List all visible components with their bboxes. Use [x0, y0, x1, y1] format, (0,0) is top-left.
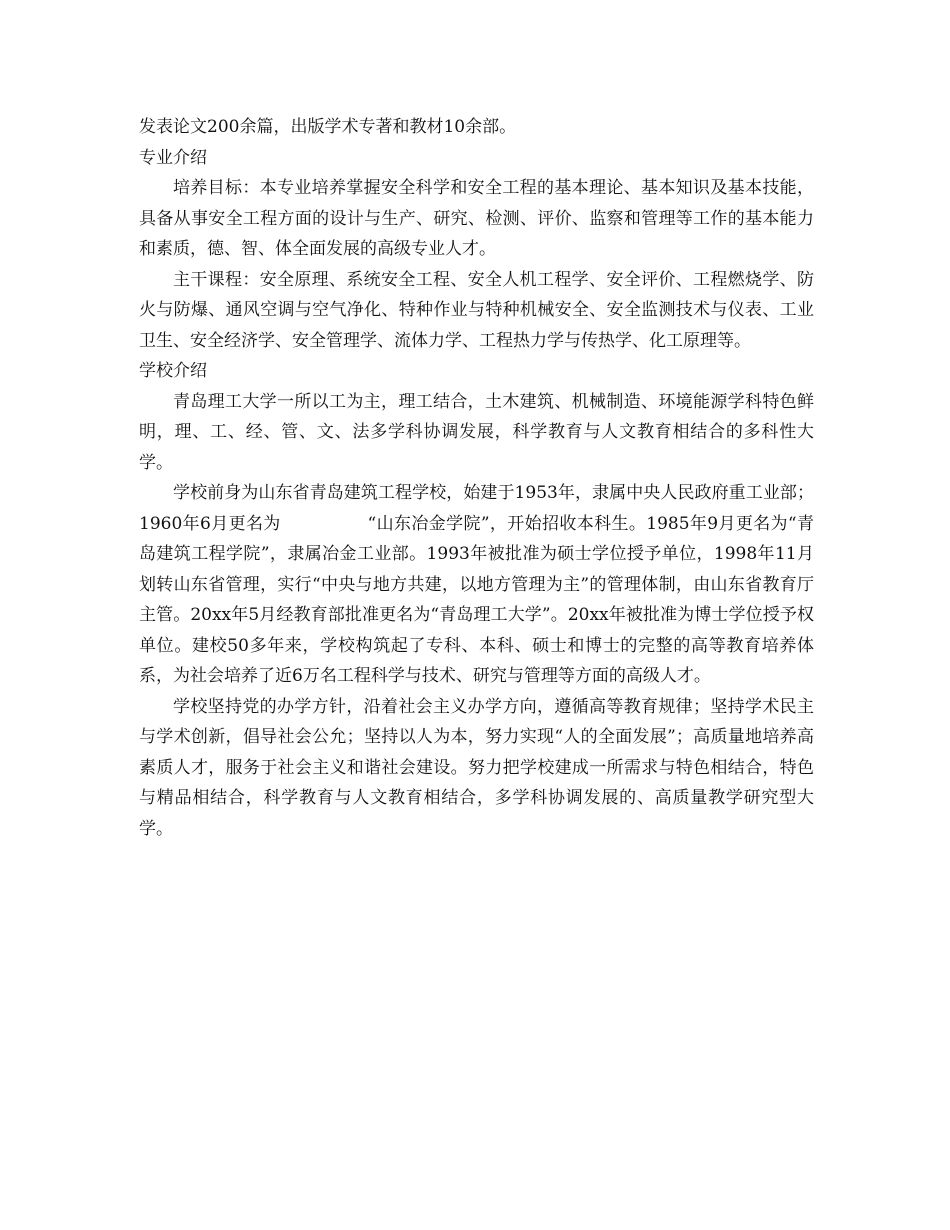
paragraph-core-courses: 主干课程：安全原理、系统安全工程、安全人机工程学、安全评价、工程燃烧学、防火与防爆、通风空调与空气净化、特种作业与特种机械安全、安全监测技术与仪表、工业卫生、安全经济学、安全管理学、流体力学、工程热力学与传热学、化工原理等。	[139, 269, 814, 351]
paragraph-school-overview: 青岛理工大学一所以工为主，理工结合，土木建筑、机械制造、环境能源学科特色鲜明，理、工、经、管、文、法多学科协调发展，科学教育与人文教育相结合的多科性大学。	[139, 391, 814, 473]
paragraph-training-goal: 培养目标：本专业培养掌握安全科学和安全工程的基本理论、基本知识及基本技能，具备从事安全工程方面的设计与生产、研究、检测、评价、监察和管理等工作的基本能力和素质，德、智、体全面发展的高级专业人才。	[139, 178, 814, 259]
section-heading-major: 专业介绍	[139, 147, 207, 168]
paragraph-school-history: 学校前身为山东省青岛建筑工程学校，始建于1953年，隶属中央人民政府重工业部；1960年6月更名为 “山东冶金学院”，开始招收本科生。1985年9月更名为“青岛建筑工程学院”，隶属冶金工业部。1993年被批准为硕士学位授予单位，1998年11月划转山东省管理，实行“中央与地方共建，以地方管理为主”的管理体制，由山东省教育厅主管。20xx年5月经教育部批准更名为“青岛理工大学”。20xx年被批准为博士学位授予权单位。建校50多年来，学校构筑起了专科、本科、硕士和博士的完整的高等教育培养体系，为社会培养了近6万名工程科学与技术、研究与管理等方面的高级人才。	[139, 483, 814, 686]
section-major	[139, 143, 814, 357]
intro-line: 发表论文200余篇，出版学术专著和教材10余部。	[139, 117, 517, 137]
document-page	[139, 112, 814, 844]
paragraph-school-mission: 学校坚持党的办学方针，沿着社会主义办学方向，遵循高等教育规律；坚持学术民主与学术创新，倡导社会公允；坚持以人为本，努力实现“人的全面发展”；高质量地培养高素质人才，服务于社会主义和谐社会建设。努力把学校建成一所需求与特色相结合，特色与精品相结合，科学教育与人文教育相结合，多学科协调发展的、高质量教学研究型大学。	[139, 696, 814, 839]
section-heading-school: 学校介绍	[139, 361, 207, 381]
section-school	[139, 356, 814, 844]
